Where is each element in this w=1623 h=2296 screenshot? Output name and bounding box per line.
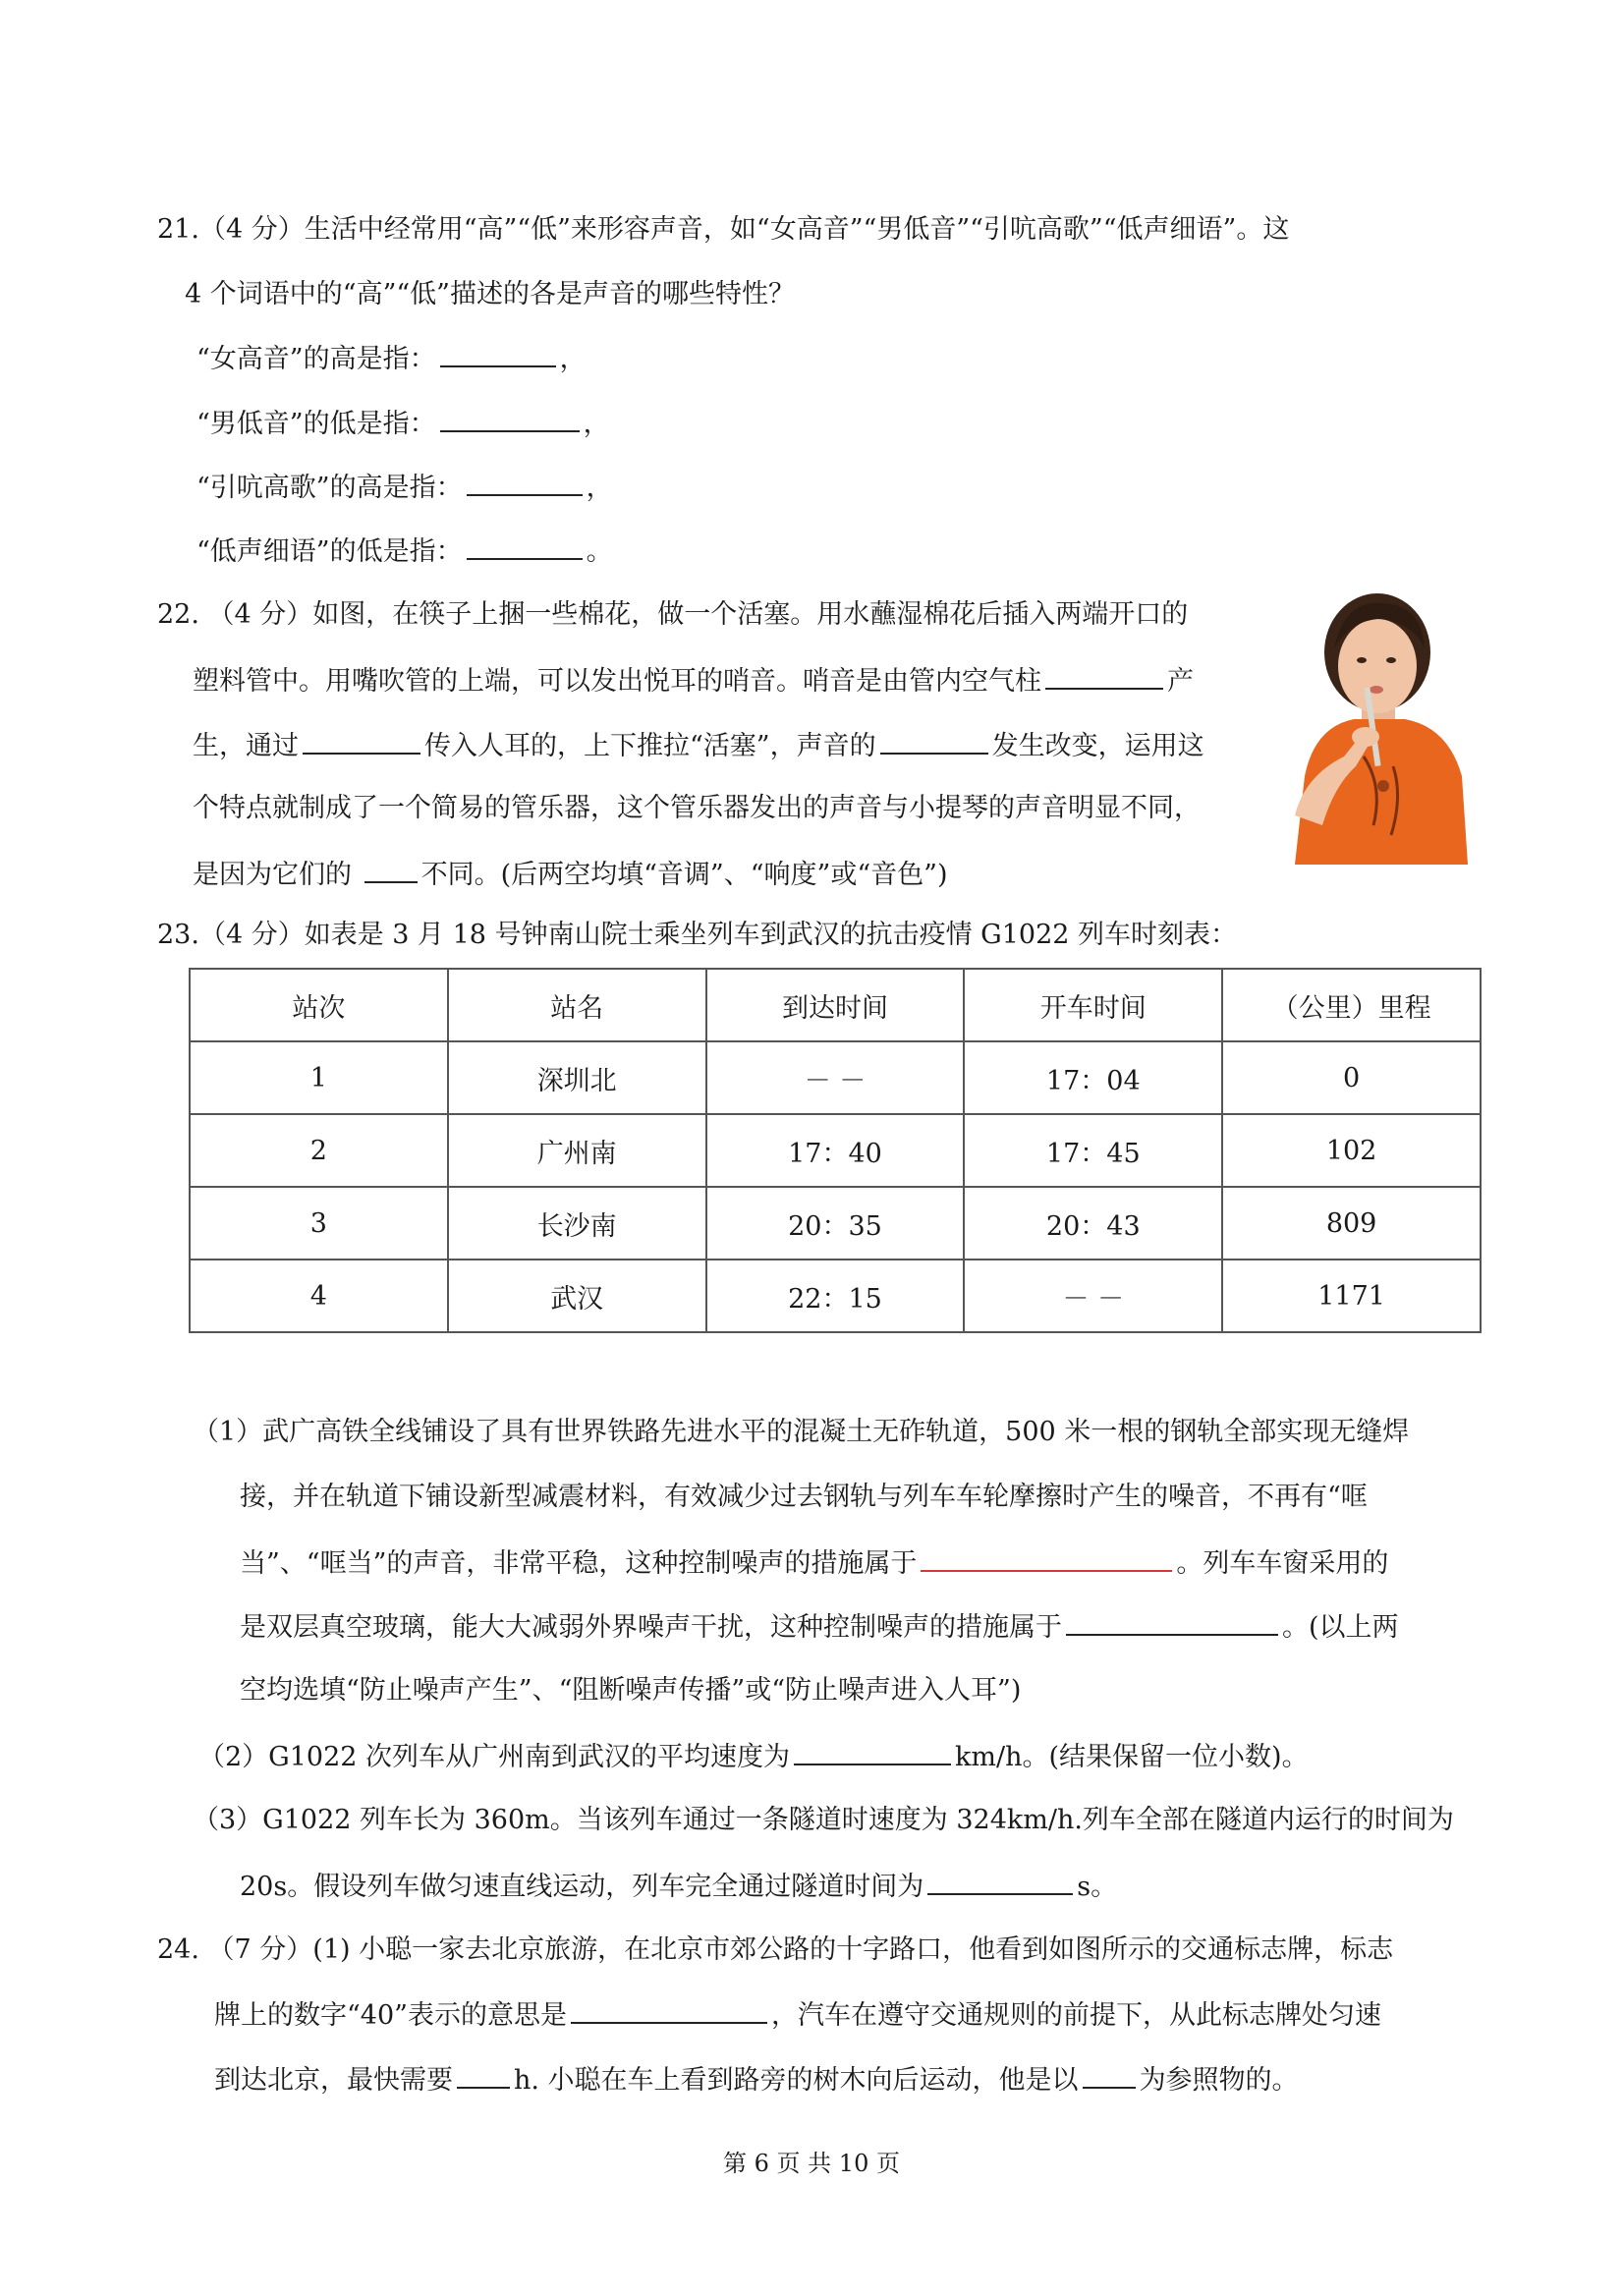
answer-blank[interactable] [440,338,556,367]
q24-line3 [214,2059,1299,2100]
q24-text: 牌上的数字“40”表示的意思是 [214,2000,567,2031]
q23-p1-line2: 接，并在轨道下铺设新型减震材料，有效减少过去钢轨与列车车轮摩擦时产生的噪音，不再有“哐 [240,1482,1368,1512]
q22-text: 产 [1167,666,1194,697]
q21-item-1-label: “女高音”的高是指： [196,344,436,374]
table-cell: 4 [190,1260,448,1332]
punct: ， [586,473,613,503]
q21-item-2-label: “男低音”的低是指： [196,409,436,439]
q23-text: 是双层真空玻璃，能大大减弱外界噪声干扰，这种控制噪声的措施属于 [240,1612,1062,1643]
q22-line5 [193,854,947,895]
answer-blank[interactable] [880,725,988,755]
table-cell: 809 [1222,1187,1481,1260]
q24-line1: 24. （7 分）(1) 小聪一家去北京旅游，在北京市郊公路的十字路口，他看到如图所示的交通标志牌，标志 [157,1934,1394,1965]
table-cell: 17：45 [964,1114,1222,1187]
q23-intro: 23.（4 分）如表是 3 月 18 号钟南山院士乘坐列车到武汉的抗击疫情 G1022 列车时刻表： [157,920,1238,950]
table-header: 到达时间 [706,969,965,1041]
answer-blank[interactable] [1066,1606,1278,1636]
q23-text: 20s。假设列车做匀速直线运动，列车完全通过隧道时间为 [240,1872,924,1902]
answer-blank[interactable] [440,403,580,432]
q21-item-3 [196,467,613,508]
table-cell: 1 [190,1041,448,1114]
table-cell: 2 [190,1114,448,1187]
table-row [190,1260,1481,1332]
punct: ， [559,344,587,374]
q24-text: 为参照物的。 [1139,2065,1299,2096]
table-header: 站次 [190,969,448,1041]
table-cell: 20：35 [706,1187,965,1260]
q24-text: h. 小聪在车上看到路旁的树木向后运动，他是以 [514,2065,1079,2096]
q21-item-2 [196,403,610,444]
answer-blank[interactable] [364,854,418,883]
table-cell: 20：43 [964,1187,1222,1260]
answer-blank[interactable] [921,1542,1172,1572]
q23-text: 当”、“哐当”的声音，非常平稳，这种控制噪声的措施属于 [240,1548,918,1579]
answer-blank[interactable] [467,467,583,496]
q22-line4: 个特点就制成了一个简易的管乐器，这个管乐器发出的声音与小提琴的声音明显不同， [193,793,1201,823]
q23-text: 。列车车窗采用的 [1176,1548,1389,1579]
q23-p1-line5: 空均选填“防止噪声产生”、“阻断噪声传播”或“防止噪声进入人耳”) [240,1675,1022,1706]
answer-blank[interactable] [1045,660,1163,690]
table-cell: 17：04 [964,1041,1222,1114]
table-cell: 武汉 [448,1260,706,1332]
table-cell: － － [964,1260,1222,1332]
q23-p3-line2 [240,1866,1117,1907]
page-number: 第 6 页 共 10 页 [723,2150,900,2177]
table-header-row [190,969,1481,1041]
table-cell: － － [706,1041,965,1114]
q22-line2 [193,660,1194,701]
q21-item-3-label: “引吭高歌”的高是指： [196,473,463,503]
q23-text: （2）G1022 次列车从广州南到武汉的平均速度为 [198,1742,791,1772]
q21-item-1 [196,338,587,379]
answer-blank[interactable] [1083,2059,1136,2089]
q22-text: 是因为它们的 [193,860,361,890]
q22-text: 塑料管中。用嘴吹管的上端，可以发出悦耳的哨音。哨音是由管内空气柱 [193,666,1041,697]
punct: 。 [586,536,613,567]
q21-line1: 21.（4 分）生活中经常用“高”“低”来形容声音，如“女高音”“男低音”“引吭高歌”“低声细语”。这 [157,214,1290,245]
q22-text: 生，通过 [193,731,299,761]
table-cell: 17：40 [706,1114,965,1187]
train-timetable [189,968,1482,1333]
q23-p1-line4 [240,1606,1399,1648]
q22-text: 不同。(后两空均填“音调”、“响度”或“音色”) [420,860,948,890]
table-header: 开车时间 [964,969,1222,1041]
answer-blank[interactable] [457,2059,510,2089]
q21-line2: 4 个词语中的“高”“低”描述的各是声音的哪些特性？ [185,279,795,309]
woman-blowing-tube-image [1275,589,1468,865]
table-cell: 22：15 [706,1260,965,1332]
table-row [190,1114,1481,1187]
q23-text: 。(以上两 [1282,1612,1399,1643]
q24-line2 [214,1994,1381,2036]
answer-blank[interactable] [467,531,583,560]
table-row [190,1041,1481,1114]
answer-blank[interactable] [794,1736,951,1765]
table-row [190,1187,1481,1260]
answer-blank[interactable] [927,1866,1073,1895]
q22-text: 传入人耳的，上下推拉“活塞”，声音的 [424,731,876,761]
q23-p2 [198,1736,1309,1777]
table-header: （公里）里程 [1222,969,1481,1041]
q24-text: 到达北京，最快需要 [214,2065,453,2096]
q24-text: ，汽车在遵守交通规则的前提下，从此标志牌处匀速 [770,2000,1381,2031]
punct: ， [583,409,610,439]
table-cell: 3 [190,1187,448,1260]
table-cell: 1171 [1222,1260,1481,1332]
table-cell: 0 [1222,1041,1481,1114]
q23-p1-line1: （1）武广高铁全线铺设了具有世界铁路先进水平的混凝土无砟轨道，500 米一根的钢轨全部实现无缝焊 [193,1417,1410,1447]
q21-item-4-label: “低声细语”的低是指： [196,536,463,567]
table-cell: 深圳北 [448,1041,706,1114]
q23-text: km/h。(结果保留一位小数)。 [955,1742,1309,1772]
q23-text: s。 [1077,1872,1118,1902]
q23-p3-line1: （3）G1022 列车长为 360m。当该列车通过一条隧道时速度为 324km/h.列车全部在隧道内运行的时间为 [193,1805,1454,1835]
q22-line3 [193,725,1204,766]
q22-text: 发生改变，运用这 [991,731,1204,761]
table-cell: 广州南 [448,1114,706,1187]
table-cell: 长沙南 [448,1187,706,1260]
table-header: 站名 [448,969,706,1041]
answer-blank[interactable] [571,1994,767,2024]
table-cell: 102 [1222,1114,1481,1187]
q22-line1: 22. （4 分）如图，在筷子上捆一些棉花，做一个活塞。用水蘸湿棉花后插入两端开口的 [157,599,1189,630]
answer-blank[interactable] [303,725,420,755]
q21-item-4 [196,531,613,572]
q23-p1-line3 [240,1542,1388,1584]
